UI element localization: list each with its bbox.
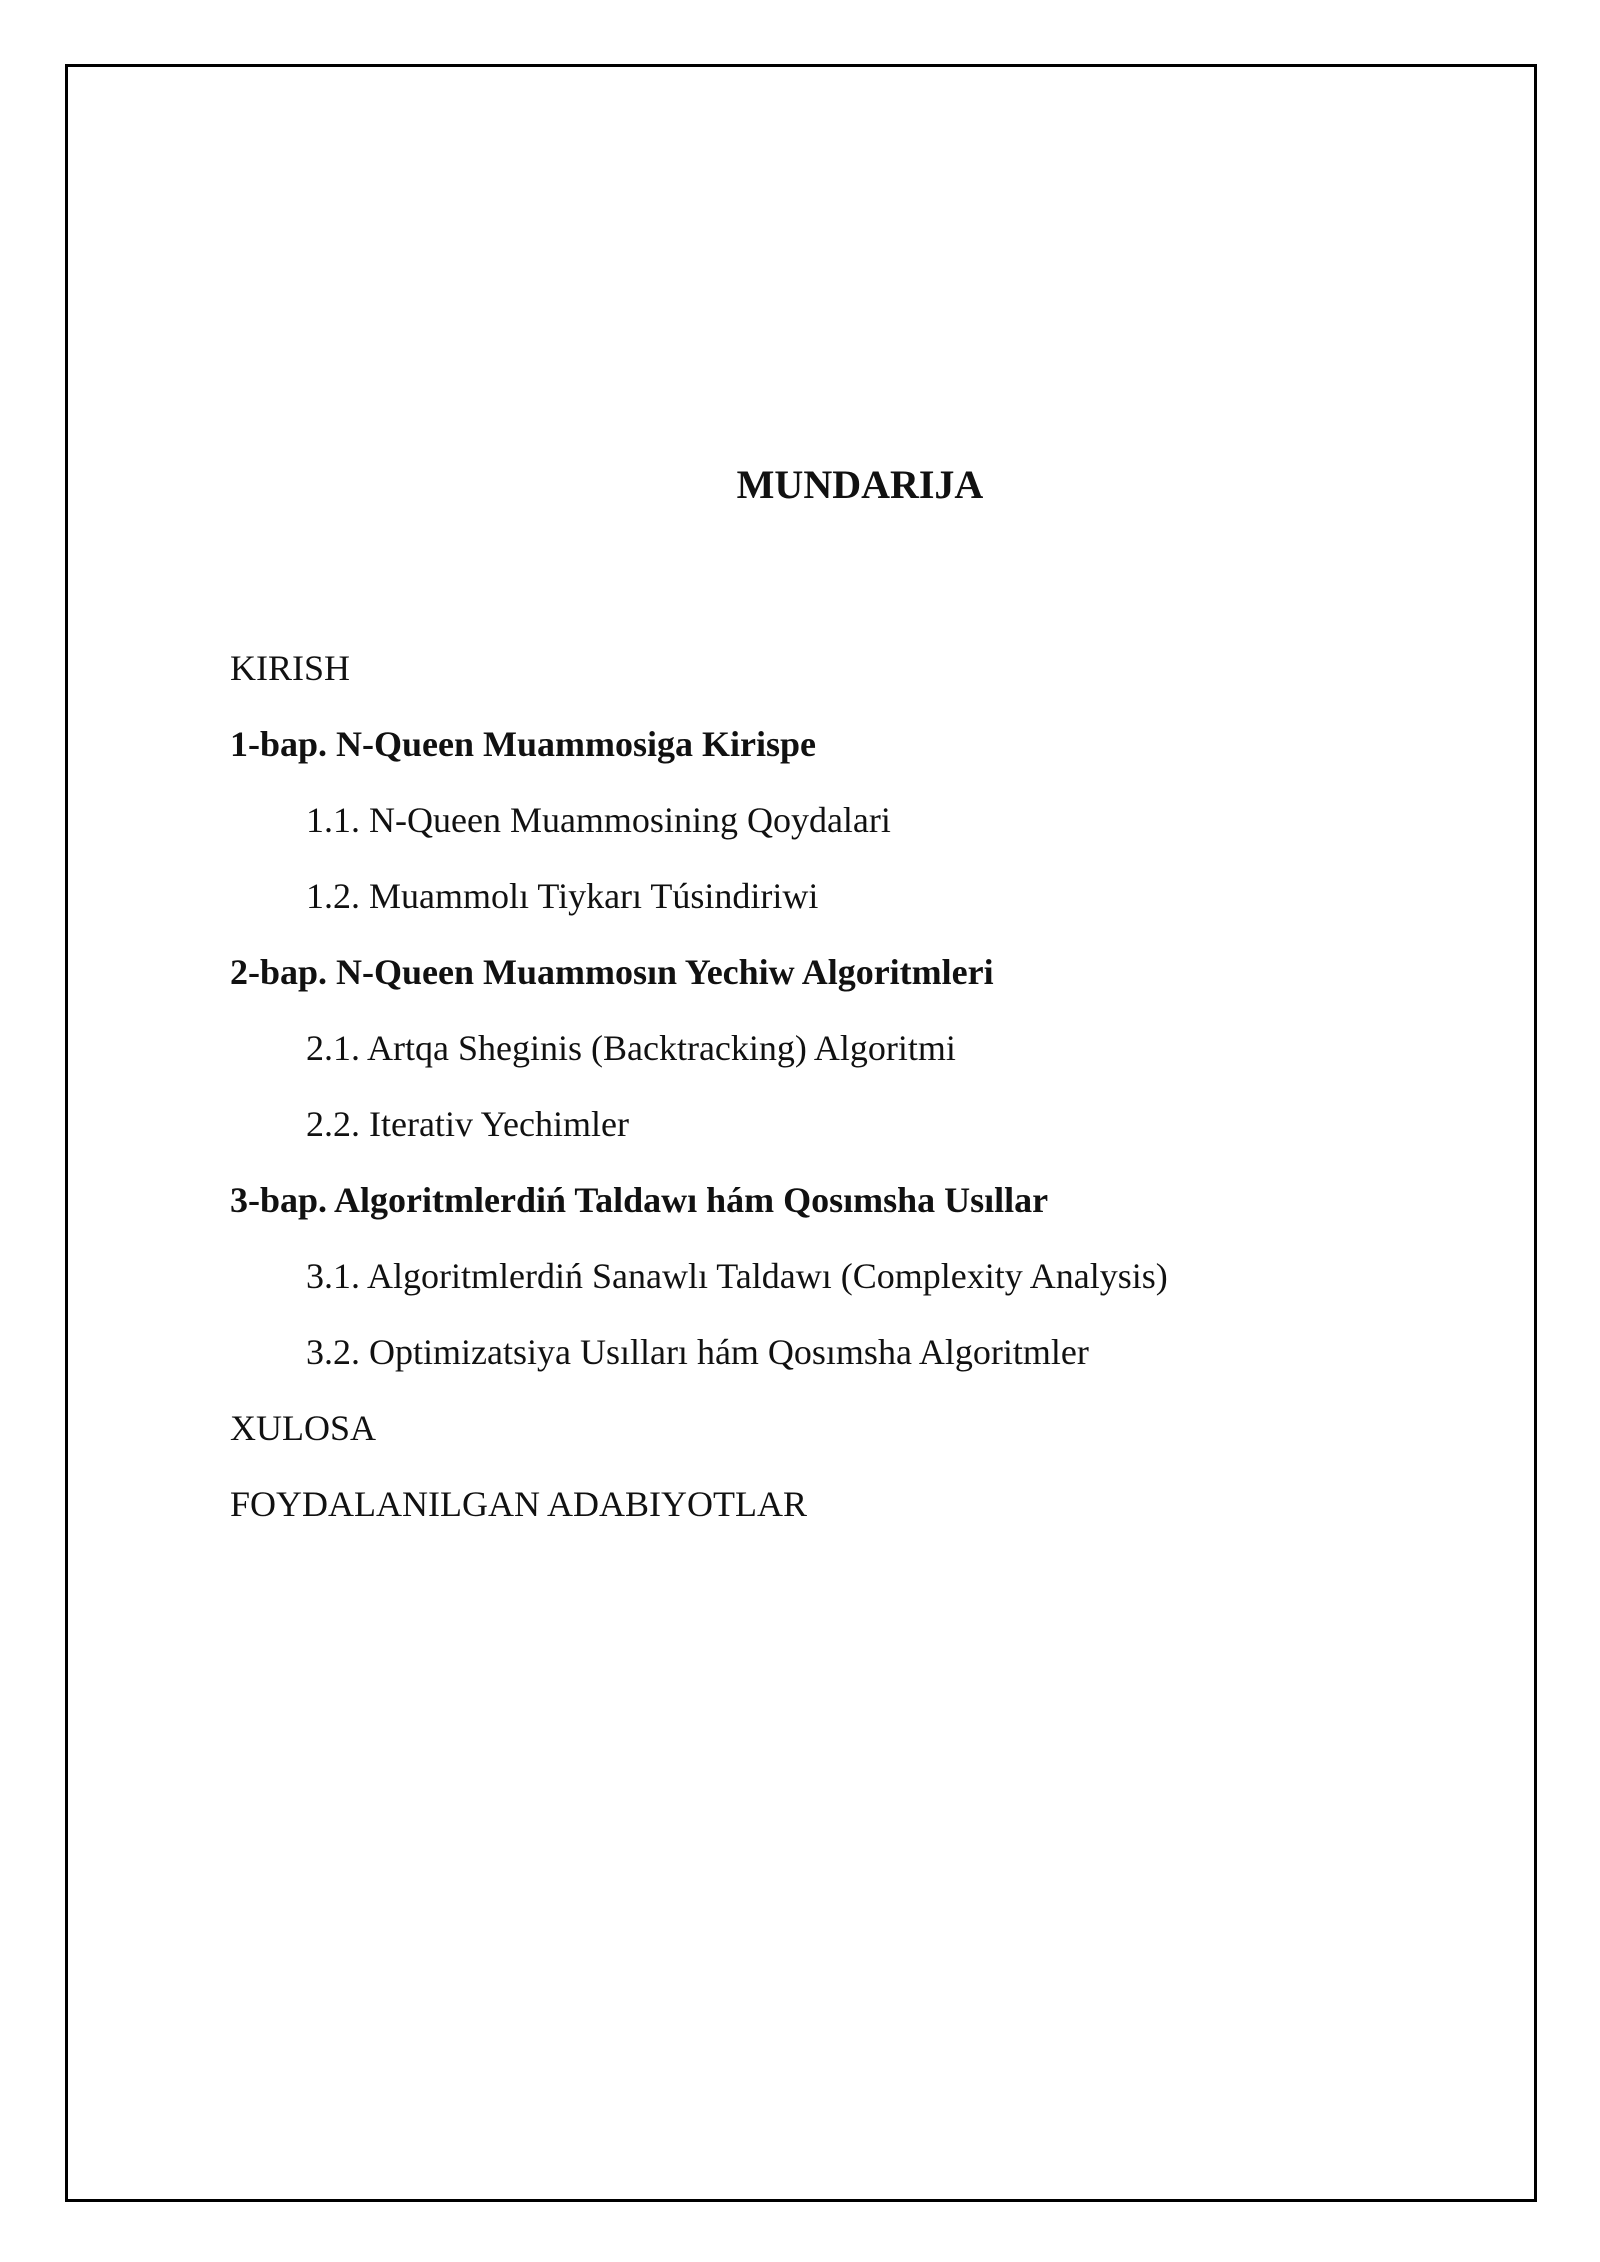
toc-section-1-2: 1.2. Muammolı Tiykarı Túsindiriwi — [306, 876, 819, 916]
toc-chapter-2: 2-bap. N-Queen Muammosın Yechiw Algoritmleri — [230, 952, 994, 992]
toc-section-3-2: 3.2. Optimizatsiya Usılları hám Qosımsha Algoritmler — [306, 1332, 1089, 1372]
page-title: MUNDARIJA — [736, 462, 984, 507]
toc-chapter-1: 1-bap. N-Queen Muammosiga Kirispe — [230, 724, 817, 764]
toc-chapter-3: 3-bap. Algoritmlerdiń Taldawı hám Qosımsha Usıllar — [230, 1180, 1049, 1220]
toc-entry-introduction: KIRISH — [230, 648, 351, 688]
toc-section-2-1: 2.1. Artqa Sheginis (Backtracking) Algoritmi — [306, 1028, 956, 1068]
toc-section-2-2: 2.2. Iterativ Yechimler — [306, 1104, 629, 1144]
toc-section-1-1: 1.1. N-Queen Muammosining Qoydalari — [306, 800, 891, 840]
toc-entry-conclusion: XULOSA — [230, 1408, 377, 1448]
toc-entry-references: FOYDALANILGAN ADABIYOTLAR — [230, 1484, 807, 1524]
toc-section-3-1: 3.1. Algoritmlerdiń Sanawlı Taldawı (Complexity Analysis) — [306, 1256, 1168, 1296]
table-of-contents — [230, 638, 1168, 1550]
